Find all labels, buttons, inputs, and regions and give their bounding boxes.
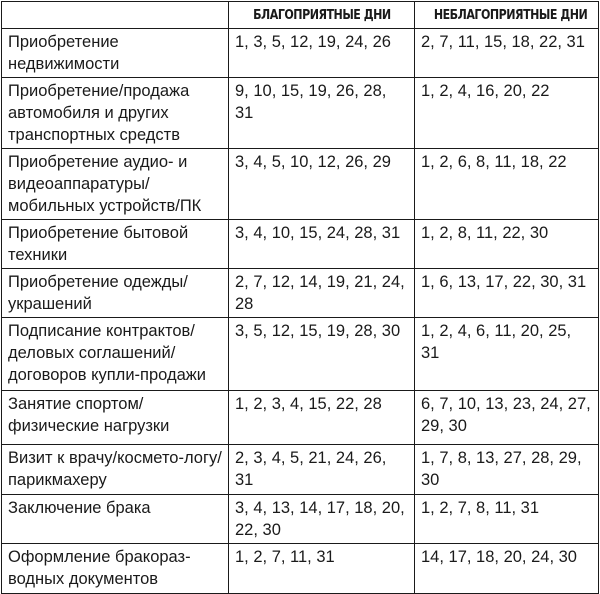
header-favorable-days	[229, 2, 415, 29]
table-row	[2, 391, 599, 445]
table-row	[2, 544, 599, 594]
activity-cell: Заключение брака	[2, 495, 229, 544]
activity-cell: Визит к врачу/космето-логу/парикмахеру	[2, 445, 229, 495]
activity-cell: Подписание контрактов/ деловых соглашений/ договоров купли-продажи	[2, 318, 229, 391]
activity-cell: Занятие спортом/ физические нагрузки	[2, 391, 229, 445]
favorable-cell: 1, 2, 7, 11, 31	[229, 544, 415, 594]
table-row	[2, 495, 599, 544]
header-favorable-label: БЛАГОПРИЯТНЫЕ ДНИ	[252, 7, 391, 23]
unfavorable-cell: 14, 17, 18, 20, 24, 30	[415, 544, 599, 594]
favorable-cell: 2, 3, 4, 5, 21, 24, 26, 31	[229, 445, 415, 495]
favorable-cell: 3, 4, 10, 15, 24, 28, 31	[229, 220, 415, 269]
unfavorable-cell: 6, 7, 10, 13, 23, 24, 27, 29, 30	[415, 391, 599, 445]
table-row	[2, 318, 599, 391]
unfavorable-cell: 1, 2, 4, 6, 11, 20, 25, 31	[415, 318, 599, 391]
favorable-cell: 1, 2, 3, 4, 15, 22, 28	[229, 391, 415, 445]
activity-cell: Приобретение бытовой техники	[2, 220, 229, 269]
favorable-cell: 2, 7, 12, 14, 19, 21, 24, 28	[229, 269, 415, 318]
unfavorable-cell: 1, 2, 6, 8, 11, 18, 22	[415, 149, 599, 220]
table-row	[2, 78, 599, 149]
activity-cell: Оформление бракораз-водных документов	[2, 544, 229, 594]
activity-cell: Приобретение одежды/ украшений	[2, 269, 229, 318]
favorable-cell: 3, 4, 5, 10, 12, 26, 29	[229, 149, 415, 220]
favorable-days-table	[1, 1, 599, 594]
unfavorable-cell: 1, 2, 7, 8, 11, 31	[415, 495, 599, 544]
header-activity	[2, 2, 229, 29]
unfavorable-cell: 1, 2, 8, 11, 22, 30	[415, 220, 599, 269]
favorable-cell: 1, 3, 5, 12, 19, 24, 26	[229, 29, 415, 78]
unfavorable-cell: 1, 7, 8, 13, 27, 28, 29, 30	[415, 445, 599, 495]
table-row	[2, 220, 599, 269]
activity-cell: Приобретение аудио- и видеоаппаратуры/ мобильных устройств/ПК	[2, 149, 229, 220]
table-row	[2, 269, 599, 318]
unfavorable-cell: 1, 2, 4, 16, 20, 22	[415, 78, 599, 149]
header-unfavorable-label: НЕБЛАГОПРИЯТНЫЕ ДНИ	[433, 7, 588, 23]
table-row	[2, 149, 599, 220]
unfavorable-cell: 1, 6, 13, 17, 22, 30, 31	[415, 269, 599, 318]
favorable-cell: 3, 4, 13, 14, 17, 18, 20, 22, 30	[229, 495, 415, 544]
unfavorable-cell: 2, 7, 11, 15, 18, 22, 31	[415, 29, 599, 78]
activity-cell: Приобретение/продажа автомобиля и других транспортных средств	[2, 78, 229, 149]
header-unfavorable-days	[415, 2, 599, 29]
favorable-cell: 3, 5, 12, 15, 19, 28, 30	[229, 318, 415, 391]
favorable-cell: 9, 10, 15, 19, 26, 28, 31	[229, 78, 415, 149]
table-row	[2, 445, 599, 495]
header-row	[2, 2, 599, 29]
table-row	[2, 29, 599, 78]
activity-cell: Приобретение недвижимости	[2, 29, 229, 78]
